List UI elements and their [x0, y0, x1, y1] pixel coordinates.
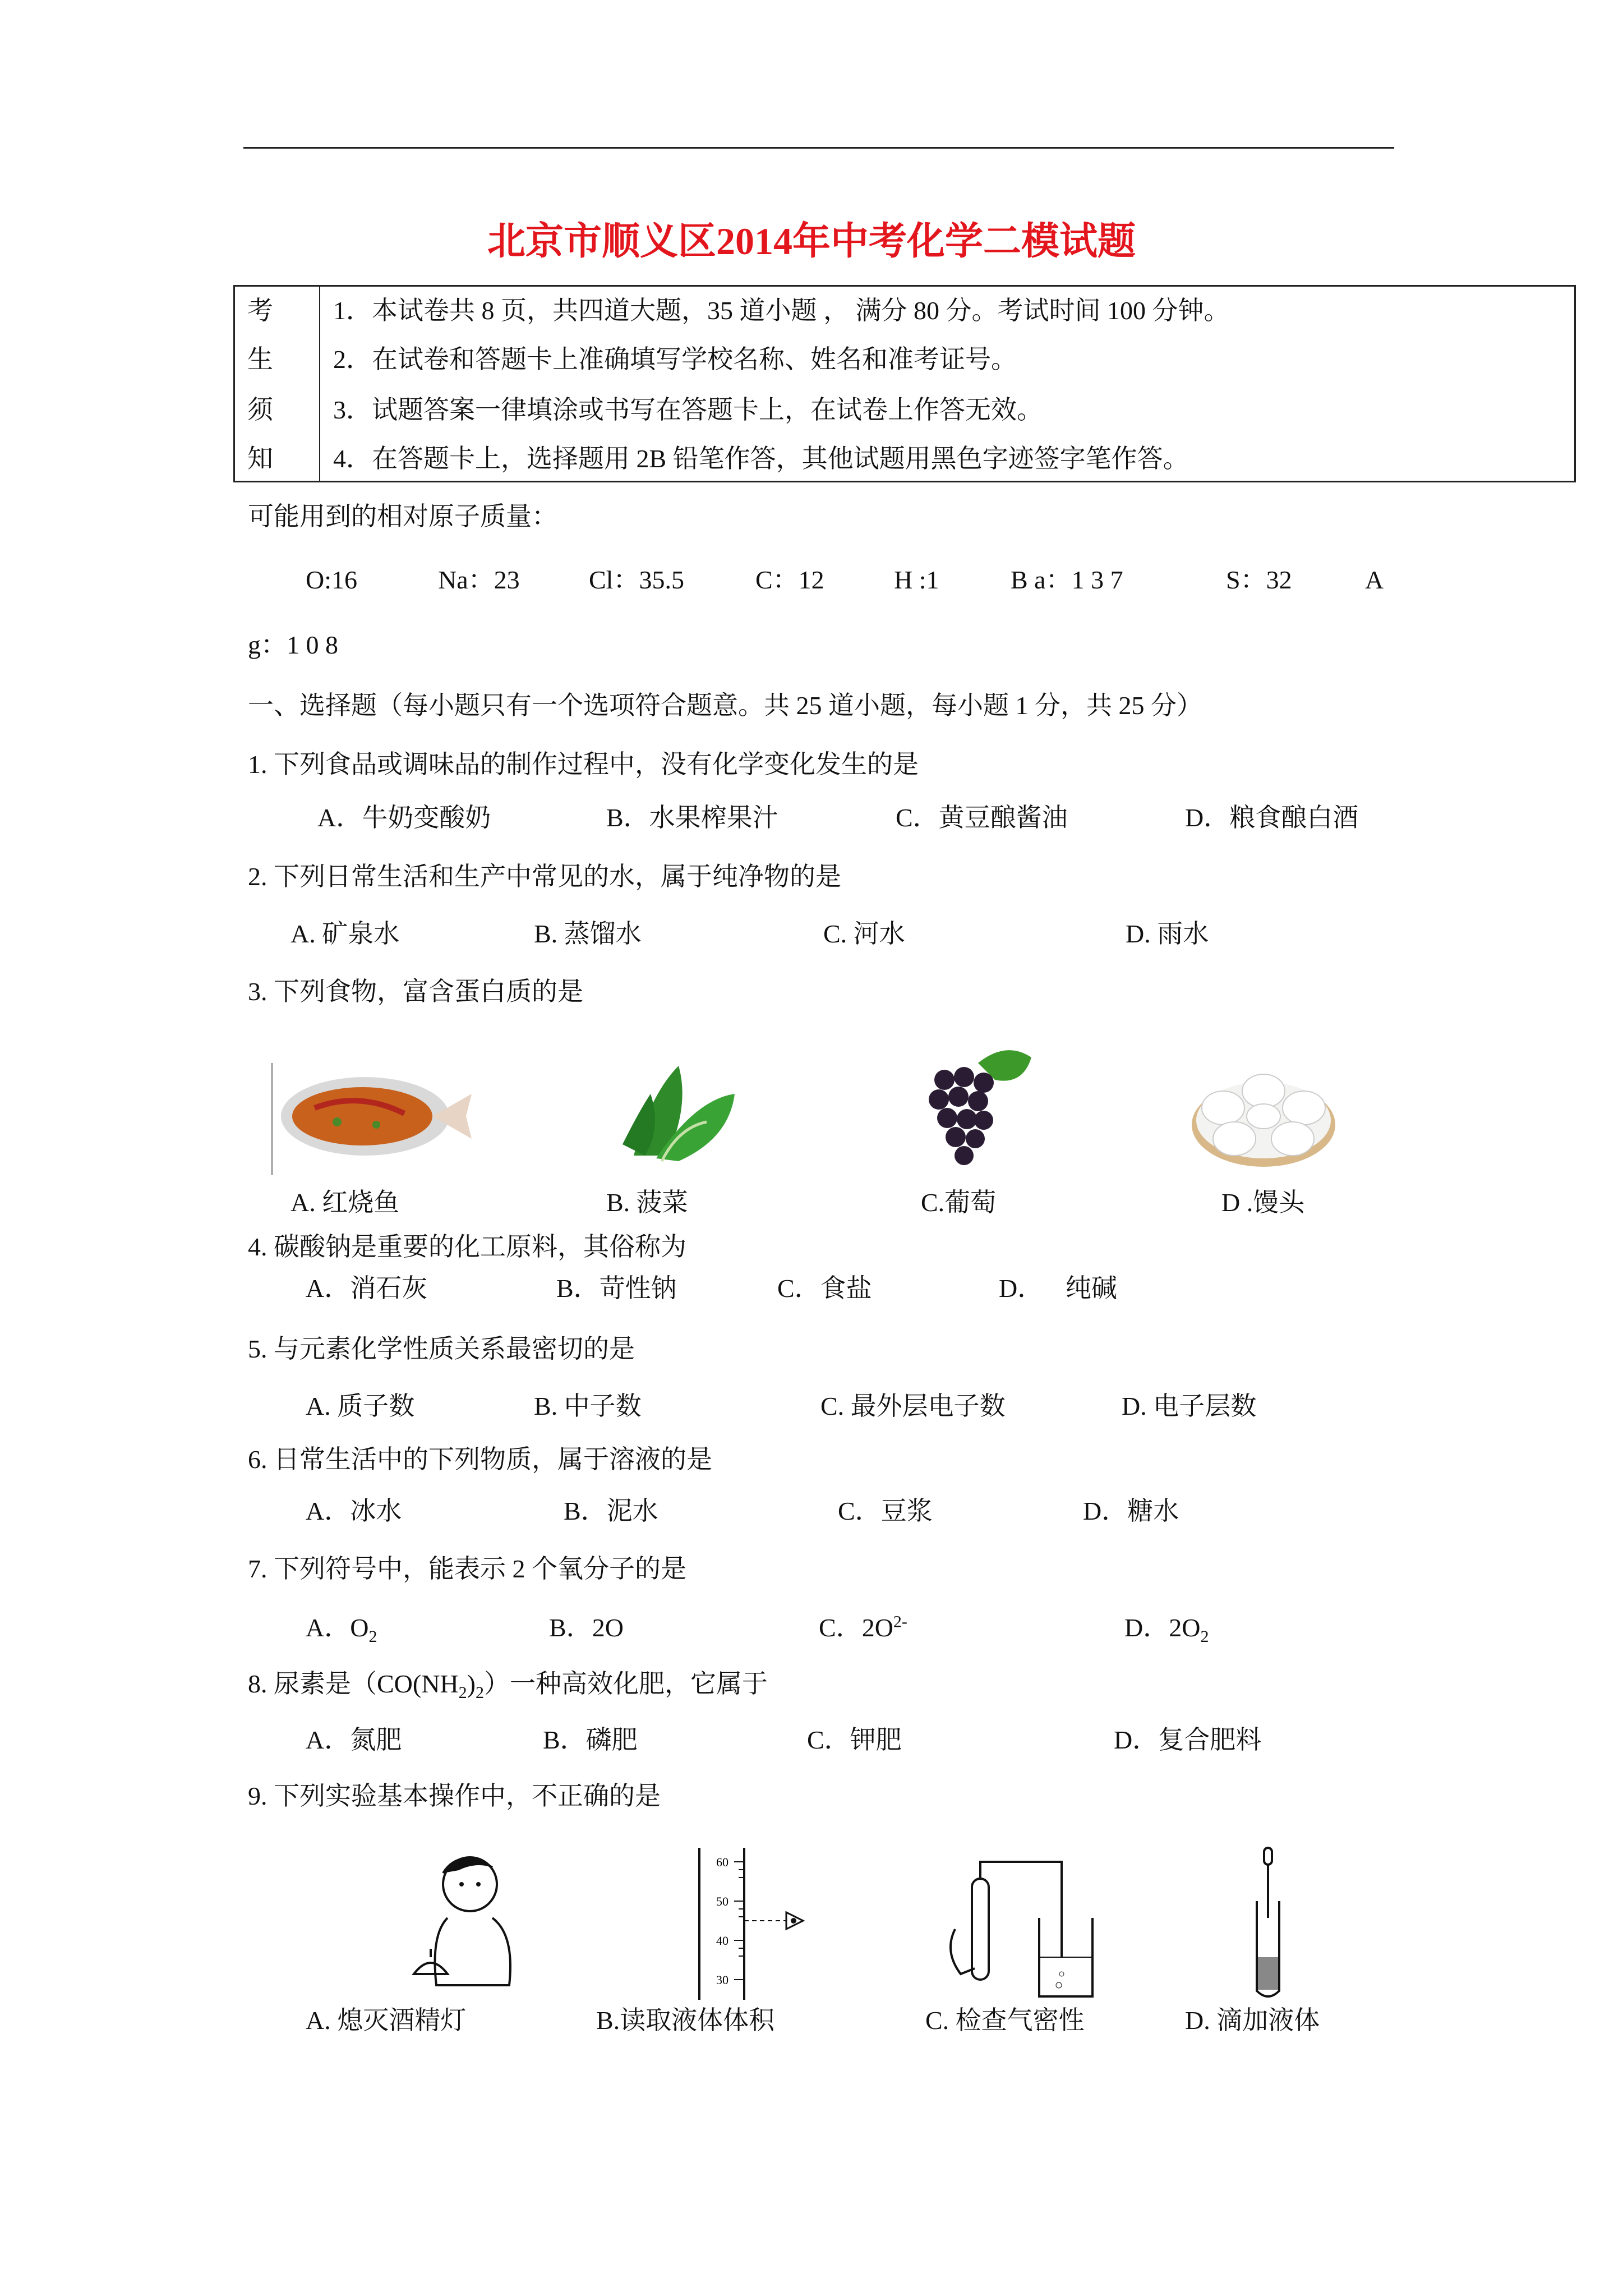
option: D．糖水 — [1083, 1497, 1179, 1525]
option: A. 熄灭酒精灯 — [306, 2006, 467, 2035]
atomic-mass: H :1 — [894, 565, 939, 594]
notice-item: 4．在答题卡上，选择题用 2B 铅笔作答，其他试题用黑色字迹签字笔作答。 — [333, 444, 1189, 473]
option: A. 红烧鱼 — [291, 1188, 400, 1217]
atomic-mass: Cl：35.5 — [589, 565, 684, 594]
header-rule — [243, 147, 1394, 149]
question-stem: 4. 碳酸钠是重要的化工原料，其俗称为 — [248, 1232, 686, 1261]
option: D．$2O_2$ — [1124, 1613, 1209, 1646]
question-stem: 2. 下列日常生活和生产中常见的水，属于纯净物的是 — [248, 862, 841, 891]
blow-out-alcohol-lamp-image — [403, 1845, 524, 2000]
option: D. 滴加液体 — [1185, 2006, 1320, 2035]
option: A. 质子数 — [306, 1392, 415, 1420]
option: C. 河水 — [823, 919, 905, 948]
option: C．钾肥 — [807, 1726, 902, 1754]
atomic-mass: S：32 — [1226, 565, 1292, 594]
option: C．黄豆酿酱油 — [896, 803, 1068, 832]
question-stem: 5. 与元素化学性质关系最密切的是 — [248, 1335, 635, 1363]
notice-item: 3．试题答案一律填涂或书写在答题卡上，在试卷上作答无效。 — [333, 395, 1043, 424]
page-title: 北京市顺义区2014年中考化学二模试题 — [487, 220, 1136, 263]
option: D．复合肥料 — [1114, 1726, 1262, 1754]
option: A．氮肥 — [306, 1726, 402, 1754]
option: C．$2O^{2-}$ — [819, 1612, 907, 1642]
atomic-mass: g：1 0 8 — [248, 631, 338, 659]
spinach-image — [617, 1060, 746, 1167]
option: B．水果榨果汁 — [606, 803, 778, 832]
notice-side-label: 考 — [247, 296, 273, 325]
option: B．磷肥 — [543, 1726, 638, 1754]
grapes-image — [922, 1041, 1034, 1178]
option: B. 菠菜 — [606, 1188, 688, 1217]
option: B．2O — [549, 1613, 624, 1642]
atomic-mass: Na：23 — [438, 565, 520, 594]
exam-notice-box — [233, 285, 1576, 482]
option: C.葡萄 — [921, 1188, 997, 1217]
option: D. 电子层数 — [1122, 1392, 1257, 1420]
notice-side-label: 须 — [247, 395, 273, 424]
notice-side-label: 知 — [247, 444, 273, 473]
question-stem: 7. 下列符号中，能表示 2 个氧分子的是 — [248, 1554, 686, 1583]
notice-item: 2．在试卷和答题卡上准确填写学校名称、姓名和准考证号。 — [333, 345, 1017, 374]
steamed-buns-image — [1189, 1057, 1338, 1170]
notice-item: 1．本试卷共 8 页，共四道大题，35 道小题 ， 满分 80 分。考试时间 100 分钟。 — [333, 296, 1230, 325]
airtightness-check-image — [933, 1845, 1095, 2000]
atomic-mass: C：12 — [755, 565, 824, 594]
option: A．消石灰 — [306, 1274, 428, 1303]
option: C. 检查气密性 — [925, 2006, 1085, 2035]
cylinder-tick: 40 — [716, 1934, 728, 1948]
option: A. 矿泉水 — [291, 919, 400, 948]
question-stem: 9. 下列实验基本操作中，不正确的是 — [248, 1782, 661, 1810]
option: B.读取液体体积 — [596, 2006, 775, 2035]
braised-fish-image — [270, 1063, 475, 1175]
option: C. 最外层电子数 — [820, 1392, 1006, 1420]
option: D．粮食酿白酒 — [1185, 803, 1359, 832]
option: D. 雨水 — [1126, 919, 1209, 948]
graduated-cylinder-image — [694, 1845, 806, 2000]
option: B. 中子数 — [534, 1392, 642, 1420]
question-stem: 8. 尿素是$(CO(NH_2)_2)$一种高效化肥，它属于 — [248, 1669, 768, 1703]
option: 纯碱 — [1066, 1274, 1117, 1303]
atomic-mass-heading: 可能用到的相对原子质量： — [248, 502, 557, 531]
option: D .馒头 — [1221, 1188, 1305, 1217]
notice-side-label: 生 — [247, 345, 273, 374]
dropping-liquid-image — [1248, 1845, 1288, 2000]
option: B. 蒸馏水 — [534, 919, 642, 948]
cylinder-tick: 30 — [716, 1973, 728, 1987]
option: B．泥水 — [564, 1497, 658, 1525]
option: A．牛奶变酸奶 — [317, 803, 491, 832]
cylinder-tick: 60 — [716, 1855, 728, 1869]
option: C．豆浆 — [838, 1497, 933, 1525]
atomic-mass: B a：1 3 7 — [1011, 565, 1123, 594]
question-stem: 6. 日常生活中的下列物质，属于溶液的是 — [248, 1445, 712, 1474]
atomic-mass: A — [1365, 565, 1384, 594]
option: D． — [999, 1274, 1044, 1303]
atomic-mass: O:16 — [306, 565, 357, 594]
notice-divider — [319, 287, 320, 481]
option: A．$O_2$ — [306, 1613, 377, 1646]
option: B．苛性钠 — [556, 1274, 677, 1303]
cylinder-tick: 50 — [716, 1894, 728, 1908]
question-stem: 3. 下列食物，富含蛋白质的是 — [248, 977, 583, 1006]
option: C．食盐 — [777, 1274, 872, 1303]
section-heading: 一、选择题（每小题只有一个选项符合题意。共 25 道小题，每小题 1 分，共 25 分） — [248, 691, 1202, 720]
question-stem: 1. 下列食品或调味品的制作过程中，没有化学变化发生的是 — [248, 750, 919, 779]
option: A．冰水 — [306, 1497, 402, 1525]
